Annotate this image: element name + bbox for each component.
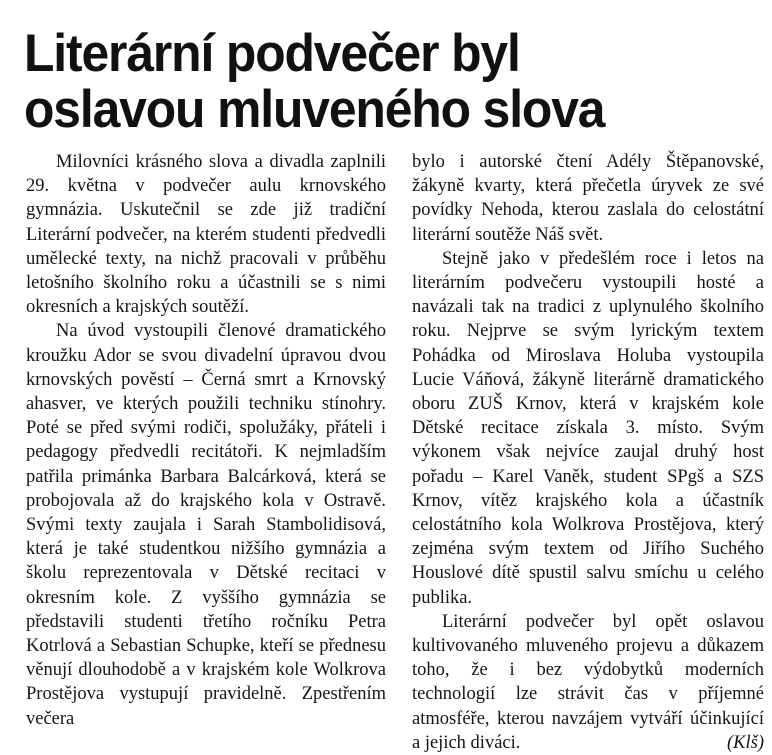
article-column-right <box>412 150 764 755</box>
paragraph-guests: Stejně jako v předešlém roce i letos na literárním podvečeru vystoupili hosté a navázali tak na tradici z uplynulého školního roku. Nejprve se svým lyrickým textem Pohádka od Miroslava Holuba vystoupila Lucie Váňová, žákyně literárně dramatického oboru ZUŠ Krnov, která v krajském kole Dětské recitace získala 3. místo. Svým výkonem však nejvíce zaujal druhý host pořadu – Karel Vaněk, student SPgš a SZS Krnov, vítěz krajského kola a účastník celostátního kola Wolkrova Prostějova, který zejména svým textem od Jiřího Suchého Houslové dítě spustil salvu smíchu u celého publika. <box>412 248 764 608</box>
paragraph-intro: Milovníci krásného slova a divadla zaplnili 29. května v podvečer aulu krnovského gymnázia. Uskutečnil se zde již tradiční Literární podvečer, na kterém studenti předvedli umělecké texty, na nichž pracovali v průběhu letošního školního roku a účastnili se s nimi okresních a krajských soutěží. <box>26 152 386 318</box>
paragraph-conclusion: Literární podvečer byl opět oslavou kultivovaného mluveného projevu a důkazem toho, že i bez výdobytků moderních technologií lze strávit čas v příjemné atmosféře, kterou navzájem vytváří účinkující a jejich diváci. <box>412 611 764 753</box>
paragraph-program: Na úvod vystoupili členové dramatického kroužku Ador se svou divadelní úpravou dvou krnovských pověstí – Černá smrt a Krnovský ahasver, ve kterých použili techniku stínohry. Poté se před svými rodiči, spolužáky, přáteli i pedagogy předvedli recitátoři. K nejmladším patřila primánka Barbara Balcárková, která se probojovala až do krajského kola v Ostravě. Svými texty zaujala i Sarah Stambolidisová, která je také studentkou nižšího gymnázia a školu reprezentovala v Dětské recitaci v okresním kole. Z vyššího gymnázia se představili studenti třetího ročníku Petra Kotrlová a Sebastian Schupke, kteří se přednesu věnují dlouhodobě a v krajském kole Wolkrova Prostějova vystupují pravidelně. Zpestřením večera <box>26 321 386 729</box>
paragraph-program-continued: bylo i autorské čtení Adély Štěpanovské, žákyně kvarty, která přečetla úryvek ze své povídky Nehoda, kterou zaslala do celostátní literární soutěže Náš svět. <box>412 152 764 245</box>
article-column-left <box>26 150 386 731</box>
headline-line-2: oslavou mluveného slova <box>24 80 605 139</box>
author-signature: (Klš) <box>727 732 764 753</box>
headline-line-1: Literární podvečer byl <box>24 24 520 83</box>
article-headline <box>24 26 720 138</box>
